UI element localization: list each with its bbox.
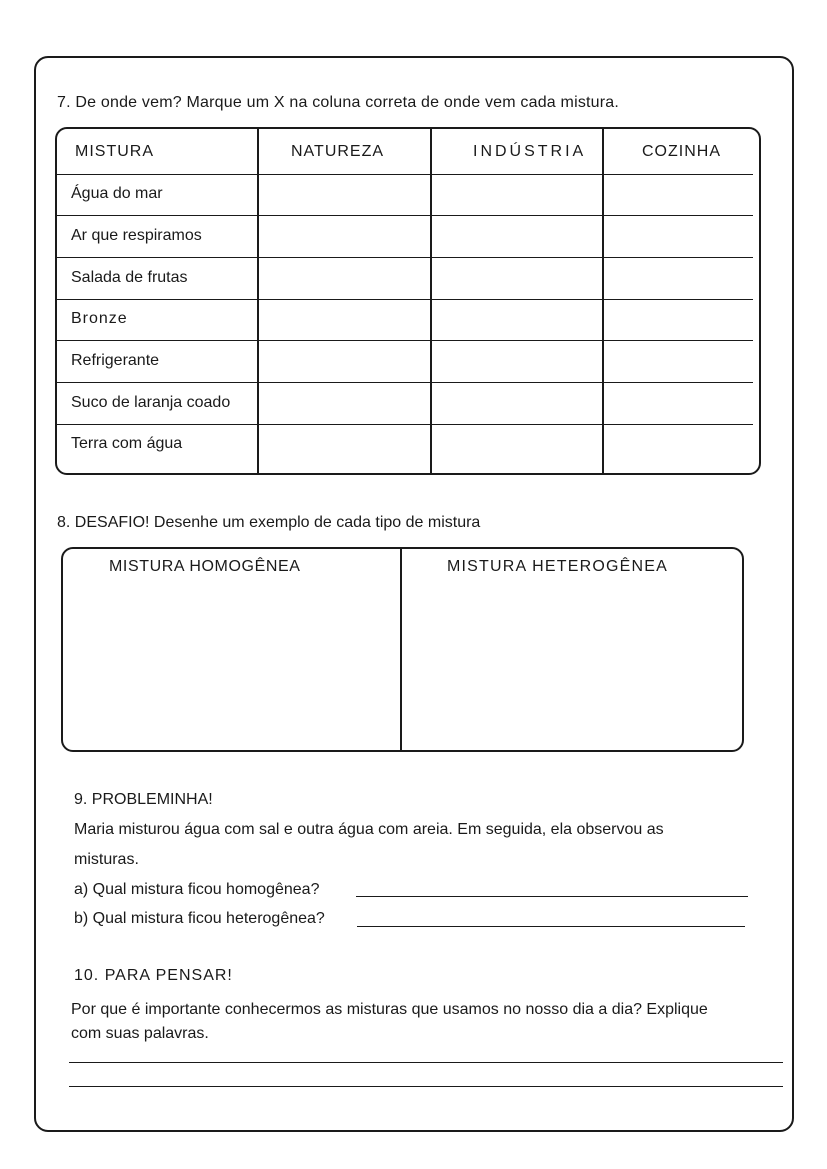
header-industria: INDÚSTRIA — [473, 143, 587, 160]
header-cozinha: COZINHA — [642, 143, 721, 160]
table-divider — [602, 129, 604, 473]
header-homogenea: MISTURA HOMOGÊNEA — [109, 558, 301, 575]
table-divider — [257, 129, 259, 473]
question-9-text: misturas. — [74, 851, 139, 868]
table-row-label: Ar que respiramos — [71, 227, 202, 244]
question-9b: b) Qual mistura ficou heterogênea? — [74, 910, 325, 927]
question-9-text: Maria misturou água com sal e outra água com areia. Em seguida, ela observou as — [74, 821, 664, 838]
table-row-label: Água do mar — [71, 185, 163, 202]
question-10-text: Por que é importante conhecermos as misturas que usamos no nosso dia a dia? Explique — [71, 1001, 708, 1018]
question-9-title: 9. PROBLEMINHA! — [74, 791, 213, 808]
table-divider — [400, 549, 402, 750]
table-rule — [57, 257, 753, 258]
answer-line-9a[interactable] — [356, 896, 748, 897]
answer-line-10[interactable] — [69, 1062, 783, 1063]
table-row-label: Terra com água — [71, 435, 183, 452]
question-9a: a) Qual mistura ficou homogênea? — [74, 881, 320, 898]
table-rule — [57, 215, 753, 216]
question-7-prompt: 7. De onde vem? Marque um X na coluna correta de onde vem cada mistura. — [57, 94, 620, 111]
drawing-table — [61, 547, 744, 752]
question-8-prompt: 8. DESAFIO! Desenhe um exemplo de cada tipo de mistura — [57, 514, 481, 531]
header-mistura: MISTURA — [75, 143, 154, 160]
table-rule — [57, 299, 753, 300]
table-rule — [57, 424, 753, 425]
header-natureza: NATUREZA — [291, 143, 385, 160]
table-row-label: Salada de frutas — [71, 269, 188, 286]
table-row-label: Suco de laranja coado — [71, 394, 231, 411]
table-row-label: Refrigerante — [71, 352, 160, 369]
answer-line-10[interactable] — [69, 1086, 783, 1087]
table-row-label: Bronze — [71, 310, 128, 327]
origin-table — [55, 127, 761, 475]
table-rule — [57, 382, 753, 383]
table-rule — [57, 340, 753, 341]
question-10-text: com suas palavras. — [71, 1025, 209, 1042]
answer-line-9b[interactable] — [357, 926, 745, 927]
question-10-title: 10. PARA PENSAR! — [74, 967, 233, 984]
table-divider — [430, 129, 432, 473]
header-heterogenea: MISTURA HETEROGÊNEA — [447, 558, 669, 575]
table-rule — [57, 174, 753, 175]
